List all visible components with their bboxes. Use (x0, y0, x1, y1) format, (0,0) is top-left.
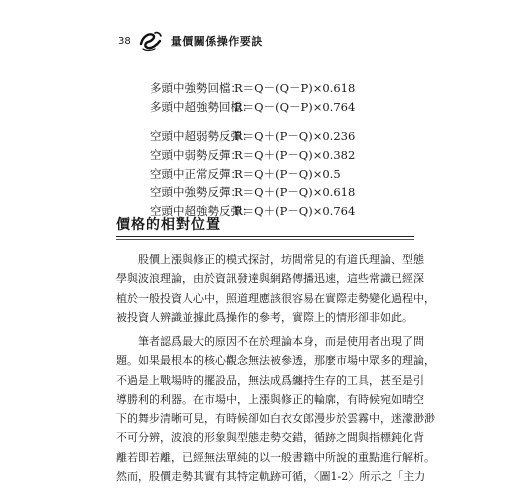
formula-row (150, 165, 355, 184)
heading-divider-thin (116, 239, 414, 240)
formula-label: 空頭中弱勢反彈： (150, 147, 242, 162)
text-line: 被投資人辨識並據此爲操作的參考，實際上的情形卻非如此。 (116, 310, 413, 324)
formula-row (150, 146, 355, 165)
formula-expression: R＝Q＋(P－Q)×0.764 (234, 204, 356, 219)
formula-label: 空頭中超弱勢反彈： (150, 129, 254, 143)
section-heading: 價格的相對位置 (116, 217, 221, 233)
formula-expression: R＝Q＋(P－Q)×0.5 (234, 166, 341, 181)
text-line: 學與波浪理論，由於資訊發達與網路傳播迅速，這些常識已經深 (116, 272, 424, 286)
formula-expression: R＝Q＋(P－Q)×0.382 (234, 147, 356, 162)
page-number: 38 (118, 35, 131, 47)
formula-expression: R＝Q－(Q－P)×0.618 (234, 81, 356, 95)
formula-row (150, 98, 355, 117)
formula-row (150, 183, 355, 202)
heading-divider (116, 236, 414, 237)
text-line: 植於一般投資人心中，照道理應該很容易在實際走勢變化過程中， (116, 291, 435, 305)
text-line: 不過是上戰場時的擺設品，無法成爲纏持生存的工具，甚至是引 (116, 373, 424, 387)
brush-stroke-logo-icon (137, 30, 165, 52)
text-line: 離若即若離，已經無法單純的以一般書籍中所說的重點進行解析。 (116, 450, 435, 464)
text-line: 不可分辨，波浪的形象與型態走勢交錯，循跡之間與指標鈍化背 (116, 431, 424, 445)
formula-label: 空頭中強勢反彈： (150, 185, 242, 200)
text-line: 下的舞步清晰可見，有時候卻如白衣女郎漫步於雲霧中，迷濛渺渺 (116, 412, 435, 426)
formula-expression: R＝Q－(Q－P)×0.764 (234, 99, 356, 114)
formula-expression: R＝Q＋(P－Q)×0.618 (234, 185, 356, 200)
text-line: 題。如果最根本的核心觀念無法被參透，那麼市場中眾多的理論， (116, 354, 435, 368)
formula-row (150, 127, 355, 146)
text-line: 導勝利的利器。在市場中，上漲與修正的輪廓，有時候宛如晴空 (116, 392, 424, 406)
formula-row (150, 79, 355, 98)
formula-list-bear (150, 127, 355, 221)
formula-expression: R＝Q＋(P－Q)×0.236 (234, 129, 356, 143)
formula-list-bull (150, 79, 355, 117)
text-line: 股價上漲與修正的模式探討，坊間常見的有道氏理論、型態 (116, 253, 424, 266)
paragraph-2 (116, 332, 435, 486)
formula-label: 多頭中強勢回檔： (150, 81, 242, 95)
formula-label: 空頭中正常反彈： (150, 166, 242, 181)
running-title: 量價關係操作要訣 (170, 35, 263, 48)
text-line: 筆者認爲最大的原因不在於理論本身，而是使用者出現了問 (116, 335, 424, 348)
formula-label: 多頭中超強勢回檔： (150, 99, 254, 114)
formula-label: 空頭中超強勢反彈： (150, 204, 254, 219)
text-line: 然而，股價走勢其實有其特定軌跡可循，〈圖1-2〉所示之「主力 (116, 470, 426, 484)
paragraph-1 (116, 250, 435, 327)
page-header (118, 30, 263, 52)
